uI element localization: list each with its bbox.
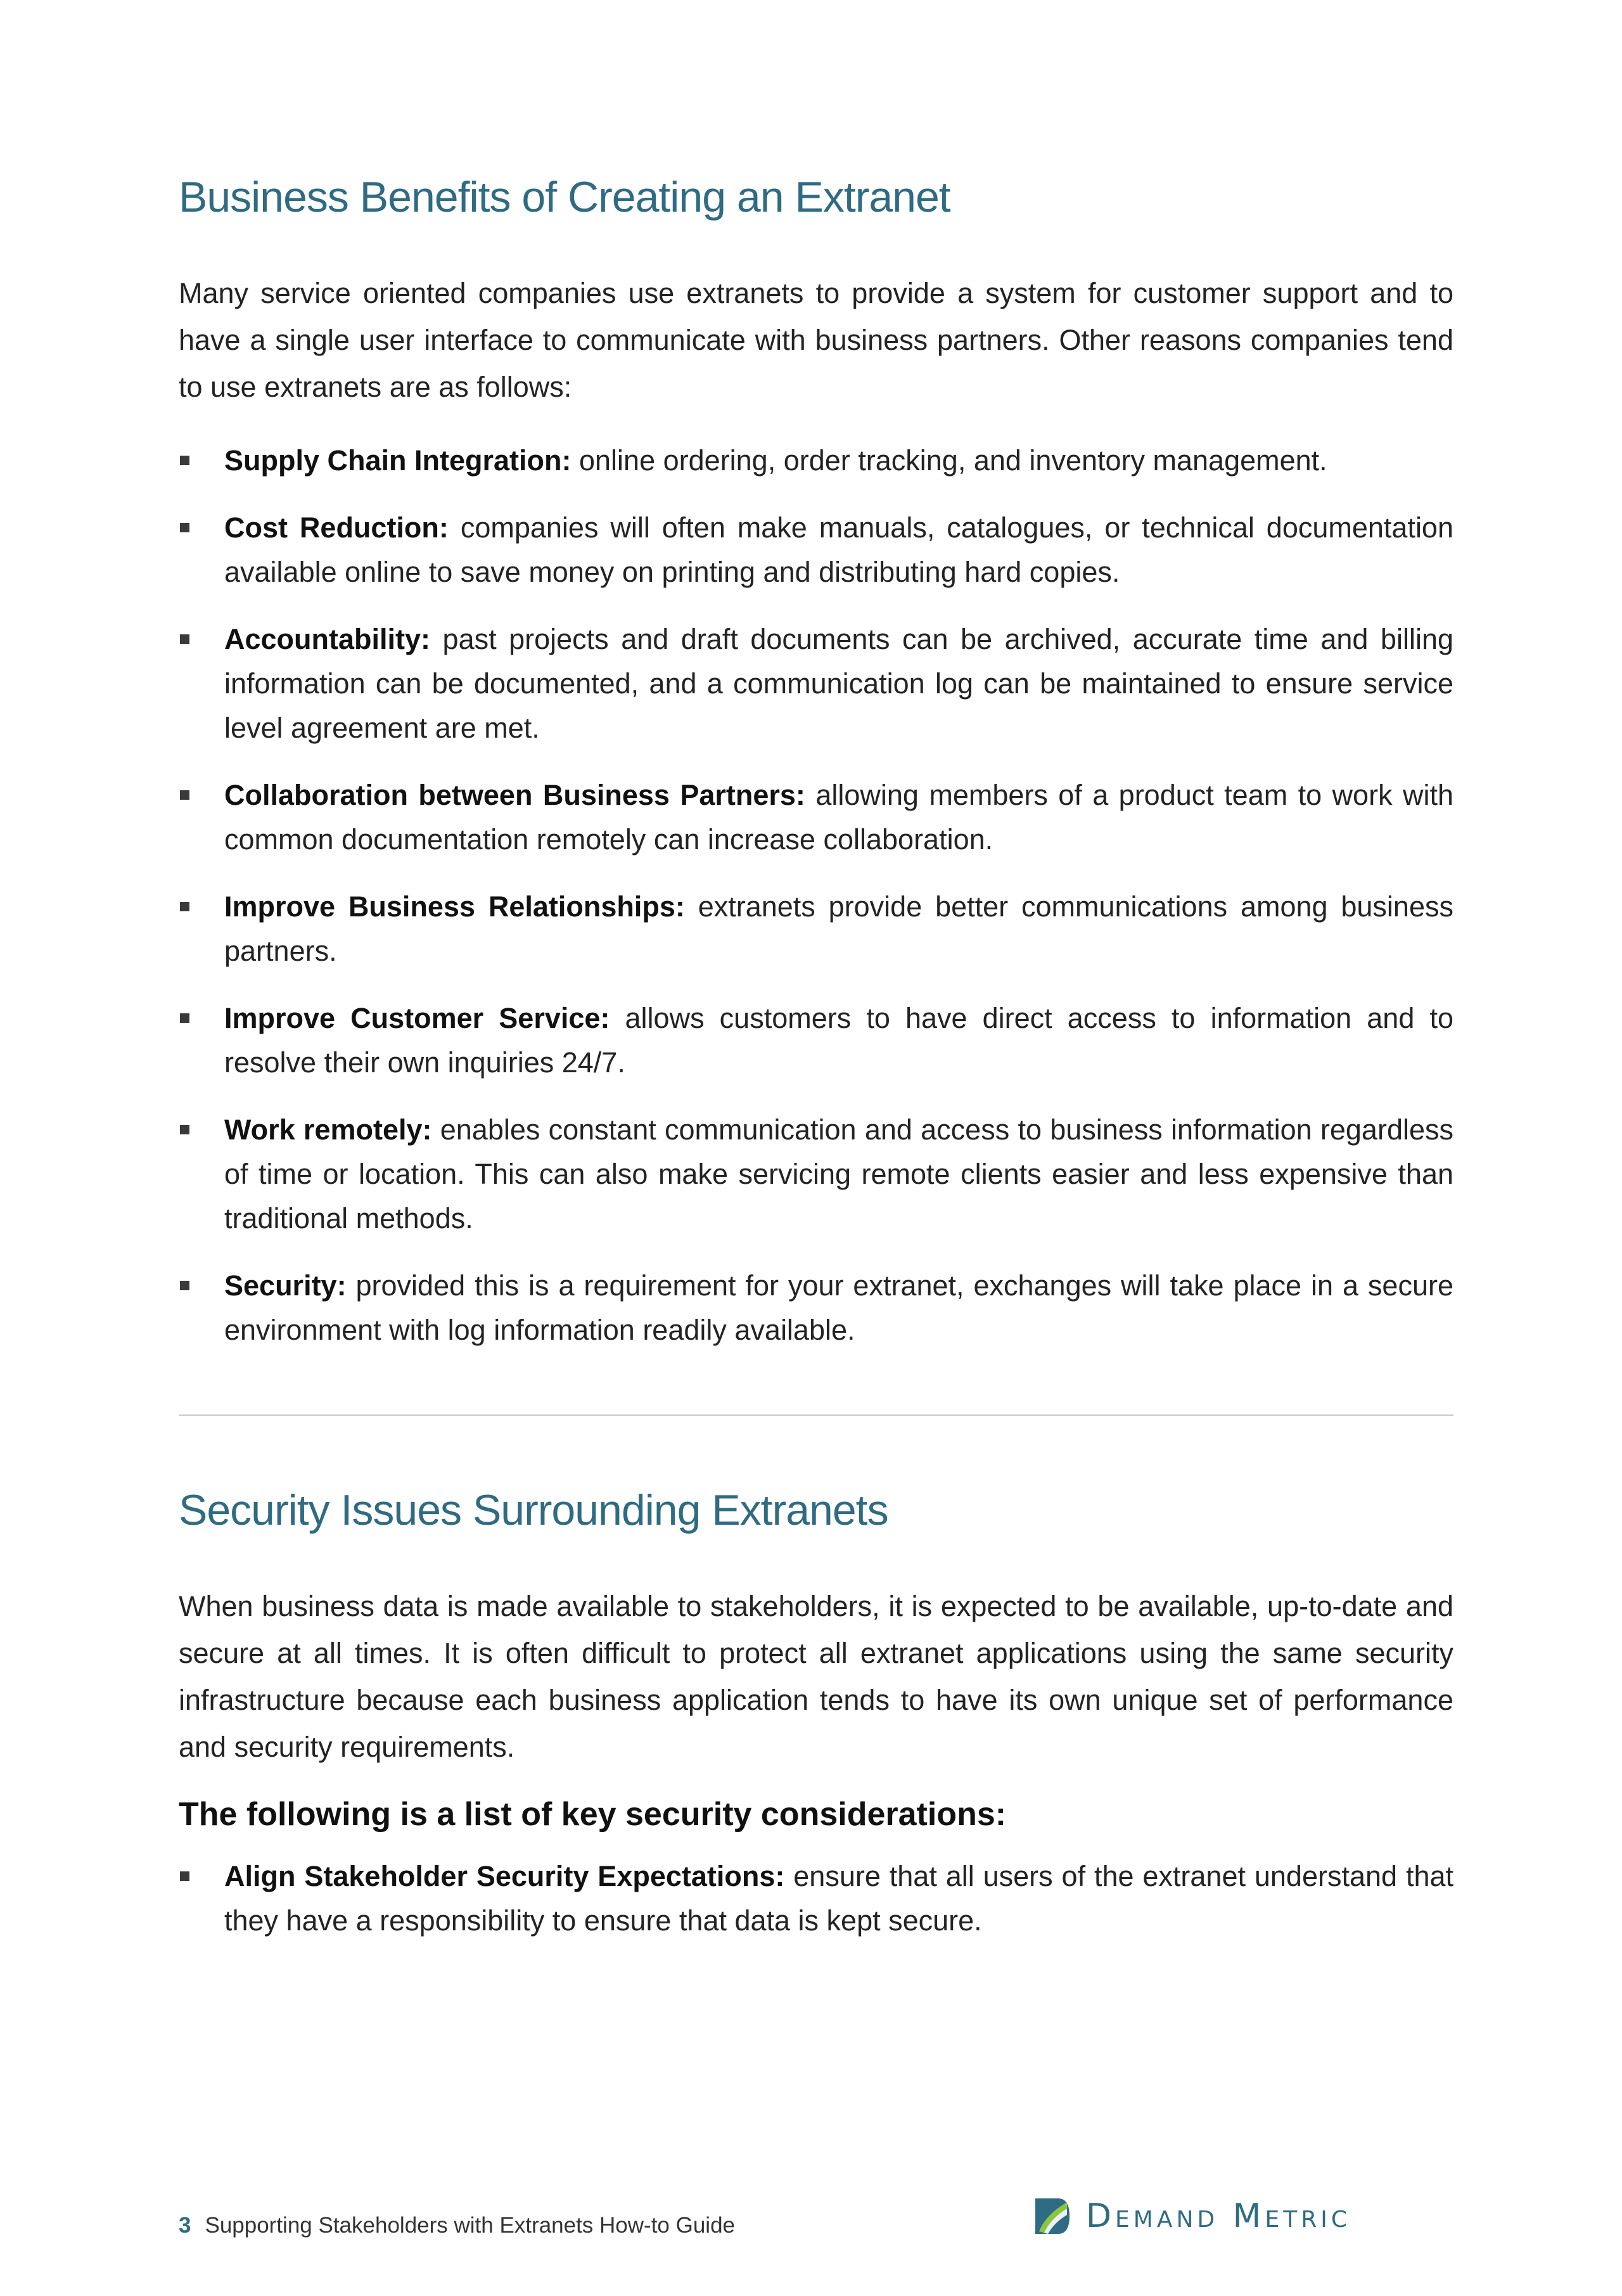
footer-doc-title: Supporting Stakeholders with Extranets How-to Guide: [205, 2213, 736, 2238]
bullet-square-icon: [180, 1125, 189, 1134]
bullet-square-icon: [180, 1281, 189, 1290]
list-item: Supply Chain Integration: online ordering, order tracking, and inventory management.: [179, 439, 1453, 483]
bullet-square-icon: [180, 1871, 189, 1881]
page-number: 3: [179, 2213, 191, 2238]
demand-metric-logo-icon: [1033, 2196, 1072, 2236]
benefits-intro: Many service oriented companies use extranets to provide a system for customer support and to have a single user interface to communicate with business partners. Other reasons companies tend to use extranets are as follows:: [179, 277, 1453, 403]
list-item: Improve Customer Service: allows customers to have direct access to information and to resolve their own inquiries 24/7.: [179, 996, 1453, 1085]
list-item: Security: provided this is a requirement for your extranet, exchanges will take place in a secure environment with log information readily available.: [179, 1264, 1453, 1352]
bullet-square-icon: [180, 902, 189, 911]
bullet-square-icon: [180, 790, 189, 800]
bullet-square-icon: [180, 1013, 189, 1023]
brand-logo: [1033, 2194, 1351, 2238]
bullet-square-icon: [180, 634, 189, 644]
bullet-square-icon: [180, 456, 189, 465]
list-item: Align Stakeholder Security Expectations: ensure that all users of the extranet understand that they have a responsibility to ensure that data is kept secure.: [179, 1854, 1453, 1943]
list-item: Improve Business Relationships: extranets provide better communications among business partners.: [179, 885, 1453, 973]
security-list: [179, 1854, 1453, 1943]
bullet-square-icon: [180, 523, 189, 532]
section-title-benefits: Business Benefits of Creating an Extranet: [179, 173, 950, 221]
list-item: Accountability: past projects and draft documents can be archived, accurate time and billing information can be documented, and a communication log can be maintained to ensure service level agreement are met.: [179, 617, 1453, 750]
benefits-list: [179, 439, 1453, 1352]
list-item: Work remotely: enables constant communication and access to business information regardless of time or location. This can also make servicing remote clients easier and less expensive than traditional methods.: [179, 1108, 1453, 1241]
security-intro: When business data is made available to stakeholders, it is expected to be available, up-to-date and secure at all times. It is often difficult to protect all extranet applications using the same security infrastructure because each business application tends to have its own unique set of performance and security requirements.: [179, 1590, 1453, 1763]
security-subhead: The following is a list of key security considerations:: [179, 1796, 1007, 1833]
list-item: Cost Reduction: companies will often make manuals, catalogues, or technical documentation available online to save money on printing and distributing hard copies.: [179, 506, 1453, 594]
list-item: Collaboration between Business Partners: allowing members of a product team to work with common documentation remotely can increase collaboration.: [179, 773, 1453, 862]
page-footer: [179, 2212, 735, 2240]
brand-name: Demand Metric: [1086, 2197, 1351, 2235]
section-title-security: Security Issues Surrounding Extranets: [179, 1486, 888, 1534]
page-content: [179, 171, 1453, 1966]
